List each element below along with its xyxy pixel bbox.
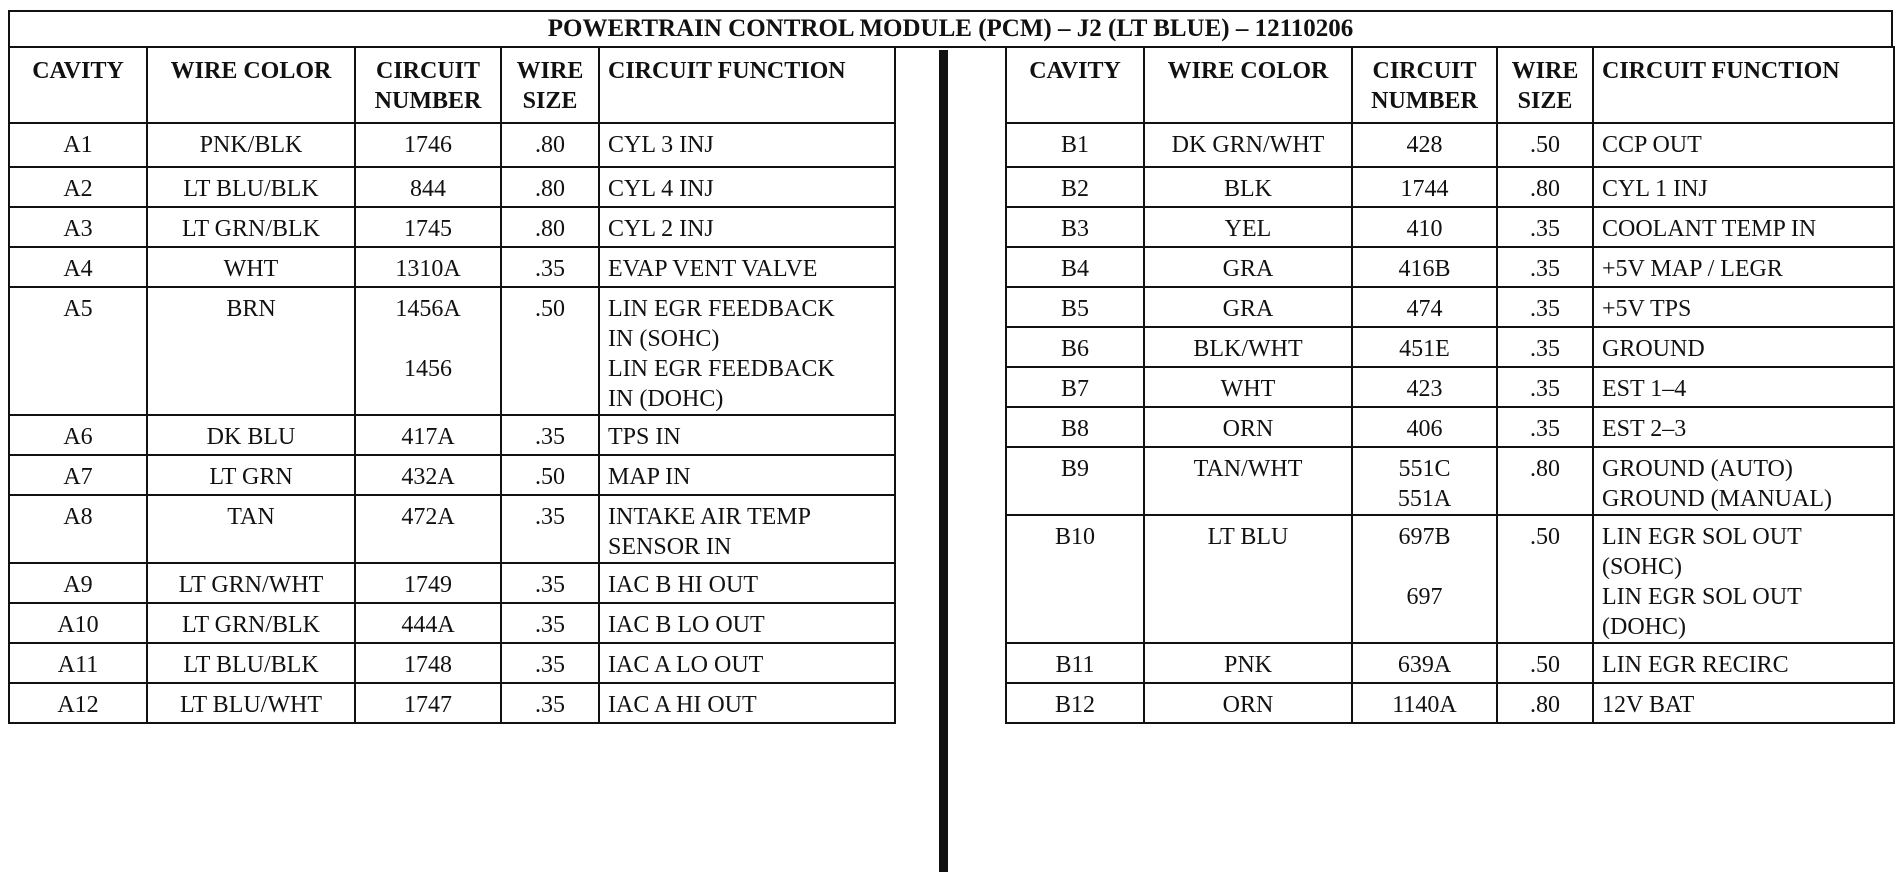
circuit-function-cell: +5V TPS bbox=[1593, 287, 1894, 327]
table-row bbox=[9, 603, 895, 643]
header-circuit-line2: NUMBER bbox=[1371, 88, 1478, 114]
circuit-function-cell: CYL 4 INJ bbox=[599, 167, 895, 207]
table-row bbox=[9, 207, 895, 247]
circuit-function-cell: EST 1–4 bbox=[1593, 367, 1894, 407]
table-row bbox=[1006, 447, 1894, 515]
table-row bbox=[1006, 247, 1894, 287]
header-size-line2: SIZE bbox=[522, 88, 578, 114]
cavity-cell: A5 bbox=[9, 287, 147, 415]
header-cavity: CAVITY bbox=[9, 47, 147, 123]
cavity-cell: B5 bbox=[1006, 287, 1144, 327]
circuit-function-line: IN (SOHC) bbox=[608, 326, 720, 352]
header-wire-color: WIRE COLOR bbox=[147, 47, 355, 123]
table-row bbox=[1006, 287, 1894, 327]
circuit-function-cell: IAC B HI OUT bbox=[599, 563, 895, 603]
table-header-row bbox=[1006, 47, 1894, 123]
table-row bbox=[1006, 367, 1894, 407]
circuit-function-line: LIN EGR SOL OUT bbox=[1602, 524, 1802, 550]
circuit-function-cell: EVAP VENT VALVE bbox=[599, 247, 895, 287]
wire-color-cell: PNK/BLK bbox=[147, 123, 355, 167]
table-row bbox=[1006, 123, 1894, 167]
wire-size-cell: .80 bbox=[1497, 447, 1593, 515]
circuit-number-cell: 444A bbox=[355, 603, 501, 643]
wire-color-cell: LT GRN/BLK bbox=[147, 207, 355, 247]
circuit-function-cell bbox=[1593, 515, 1894, 643]
cavity-cell: A6 bbox=[9, 415, 147, 455]
table-row bbox=[1006, 327, 1894, 367]
header-circuit-line2: NUMBER bbox=[374, 88, 482, 114]
header-circuit-number bbox=[355, 47, 501, 123]
circuit-function-cell: LIN EGR RECIRC bbox=[1593, 643, 1894, 683]
wire-color-cell: LT GRN/WHT bbox=[147, 563, 355, 603]
cavity-cell: B8 bbox=[1006, 407, 1144, 447]
circuit-function-cell: +5V MAP / LEGR bbox=[1593, 247, 1894, 287]
circuit-number-cell: 639A bbox=[1352, 643, 1497, 683]
circuit-number-cell: 410 bbox=[1352, 207, 1497, 247]
table-row bbox=[9, 167, 895, 207]
wire-color-cell: GRA bbox=[1144, 247, 1352, 287]
circuit-function-cell: IAC A HI OUT bbox=[599, 683, 895, 723]
circuit-function-cell: CYL 3 INJ bbox=[599, 123, 895, 167]
wire-size-cell: .35 bbox=[501, 643, 599, 683]
circuit-number-cell: 416B bbox=[1352, 247, 1497, 287]
header-circuit-function: CIRCUIT FUNCTION bbox=[599, 47, 895, 123]
circuit-number-cell: 406 bbox=[1352, 407, 1497, 447]
document-title: POWERTRAIN CONTROL MODULE (PCM) – J2 (LT BLUE) – 12110206 bbox=[8, 10, 1893, 48]
header-size-line2: SIZE bbox=[1517, 88, 1573, 114]
circuit-function-cell: IAC B LO OUT bbox=[599, 603, 895, 643]
cavity-cell: B3 bbox=[1006, 207, 1144, 247]
wire-size-cell: .35 bbox=[1497, 207, 1593, 247]
table-row bbox=[1006, 683, 1894, 723]
wire-size-cell: .50 bbox=[1497, 515, 1593, 643]
circuit-function-cell: EST 2–3 bbox=[1593, 407, 1894, 447]
circuit-function-line: IN (DOHC) bbox=[608, 386, 724, 412]
circuit-number-cell: 1749 bbox=[355, 563, 501, 603]
cavity-cell: A10 bbox=[9, 603, 147, 643]
header-wire-color: WIRE COLOR bbox=[1144, 47, 1352, 123]
table-row bbox=[9, 683, 895, 723]
wire-color-cell: WHT bbox=[147, 247, 355, 287]
cavity-cell: B4 bbox=[1006, 247, 1144, 287]
circuit-function-cell: GROUND bbox=[1593, 327, 1894, 367]
wire-size-cell: .35 bbox=[1497, 407, 1593, 447]
circuit-number-cell: 1748 bbox=[355, 643, 501, 683]
wire-size-cell: .35 bbox=[1497, 247, 1593, 287]
circuit-number-cell: 1140A bbox=[1352, 683, 1497, 723]
circuit-function-line: LIN EGR FEEDBACK bbox=[608, 356, 835, 382]
circuit-number-cell bbox=[1352, 447, 1497, 515]
wire-color-cell: GRA bbox=[1144, 287, 1352, 327]
wire-size-cell: .35 bbox=[501, 683, 599, 723]
wire-size-cell: .80 bbox=[501, 207, 599, 247]
wire-color-cell: DK GRN/WHT bbox=[1144, 123, 1352, 167]
wire-color-cell: BLK bbox=[1144, 167, 1352, 207]
wire-size-cell: .80 bbox=[501, 167, 599, 207]
circuit-number-cell: 423 bbox=[1352, 367, 1497, 407]
circuit-number-sohc: 697B bbox=[1398, 524, 1451, 550]
circuit-number-cell: 1310A bbox=[355, 247, 501, 287]
cavity-cell: B6 bbox=[1006, 327, 1144, 367]
wire-color-cell: LT BLU/WHT bbox=[147, 683, 355, 723]
circuit-function-line: INTAKE AIR TEMP bbox=[608, 504, 811, 530]
wire-color-cell: TAN/WHT bbox=[1144, 447, 1352, 515]
wire-color-cell: LT GRN/BLK bbox=[147, 603, 355, 643]
circuit-number-cell: 474 bbox=[1352, 287, 1497, 327]
header-circuit-function: CIRCUIT FUNCTION bbox=[1593, 47, 1894, 123]
circuit-number-manual: 551A bbox=[1397, 486, 1452, 512]
table-row bbox=[1006, 643, 1894, 683]
circuit-number-cell: 1746 bbox=[355, 123, 501, 167]
cavity-cell: A11 bbox=[9, 643, 147, 683]
wire-size-cell: .50 bbox=[1497, 123, 1593, 167]
circuit-number-auto: 551C bbox=[1398, 456, 1451, 482]
circuit-number-cell: 417A bbox=[355, 415, 501, 455]
column-divider bbox=[939, 50, 948, 872]
circuit-number-cell: 844 bbox=[355, 167, 501, 207]
cavity-cell: B9 bbox=[1006, 447, 1144, 515]
header-size-line1: WIRE bbox=[516, 58, 584, 84]
wire-size-cell: .80 bbox=[1497, 683, 1593, 723]
cavity-cell: B7 bbox=[1006, 367, 1144, 407]
circuit-function-line: LIN EGR FEEDBACK bbox=[608, 296, 835, 322]
circuit-function-line: LIN EGR SOL OUT bbox=[1602, 584, 1802, 610]
wire-size-cell: .50 bbox=[1497, 643, 1593, 683]
wire-color-cell: YEL bbox=[1144, 207, 1352, 247]
pinout-table-left bbox=[8, 46, 896, 724]
header-circuit-line1: CIRCUIT bbox=[375, 58, 480, 84]
circuit-number-dohc: 1456 bbox=[404, 356, 452, 382]
cavity-cell: A7 bbox=[9, 455, 147, 495]
cavity-cell: A1 bbox=[9, 123, 147, 167]
circuit-function-line: SENSOR IN bbox=[608, 534, 732, 560]
cavity-cell: B12 bbox=[1006, 683, 1144, 723]
circuit-number-cell: 451E bbox=[1352, 327, 1497, 367]
wire-size-cell: .50 bbox=[501, 455, 599, 495]
circuit-function-line: GROUND (AUTO) bbox=[1602, 456, 1793, 482]
header-wire-size bbox=[501, 47, 599, 123]
table-row bbox=[9, 415, 895, 455]
wire-size-cell: .35 bbox=[1497, 367, 1593, 407]
header-wire-size bbox=[1497, 47, 1593, 123]
circuit-number-cell: 472A bbox=[355, 495, 501, 563]
circuit-function-cell: CCP OUT bbox=[1593, 123, 1894, 167]
wire-size-cell: .80 bbox=[1497, 167, 1593, 207]
circuit-function-cell: IAC A LO OUT bbox=[599, 643, 895, 683]
table-row bbox=[9, 563, 895, 603]
wire-color-cell: TAN bbox=[147, 495, 355, 563]
circuit-function-cell: 12V BAT bbox=[1593, 683, 1894, 723]
wire-size-cell: .35 bbox=[501, 563, 599, 603]
wire-size-cell: .50 bbox=[501, 287, 599, 415]
circuit-number-cell: 1744 bbox=[1352, 167, 1497, 207]
table-row bbox=[1006, 207, 1894, 247]
circuit-function-cell: CYL 1 INJ bbox=[1593, 167, 1894, 207]
table-row bbox=[9, 643, 895, 683]
cavity-cell: A3 bbox=[9, 207, 147, 247]
circuit-number-cell: 428 bbox=[1352, 123, 1497, 167]
wire-color-cell: LT BLU bbox=[1144, 515, 1352, 643]
cavity-cell: A9 bbox=[9, 563, 147, 603]
table-row bbox=[9, 123, 895, 167]
wire-size-cell: .35 bbox=[501, 603, 599, 643]
circuit-function-cell: CYL 2 INJ bbox=[599, 207, 895, 247]
circuit-number-sohc: 1456A bbox=[395, 296, 461, 322]
wire-size-cell: .35 bbox=[501, 495, 599, 563]
wire-color-cell: ORN bbox=[1144, 683, 1352, 723]
circuit-number-cell: 432A bbox=[355, 455, 501, 495]
table-row bbox=[9, 495, 895, 563]
circuit-number-cell bbox=[1352, 515, 1497, 643]
header-size-line1: WIRE bbox=[1511, 58, 1579, 84]
cavity-cell: B1 bbox=[1006, 123, 1144, 167]
cavity-cell: A8 bbox=[9, 495, 147, 563]
circuit-function-line: GROUND (MANUAL) bbox=[1602, 486, 1832, 512]
wire-color-cell: BRN bbox=[147, 287, 355, 415]
table-row bbox=[1006, 167, 1894, 207]
wire-size-cell: .35 bbox=[501, 247, 599, 287]
table-row bbox=[1006, 515, 1894, 643]
cavity-cell: B11 bbox=[1006, 643, 1144, 683]
circuit-number-cell bbox=[355, 287, 501, 415]
circuit-function-cell: MAP IN bbox=[599, 455, 895, 495]
wire-color-cell: DK BLU bbox=[147, 415, 355, 455]
circuit-function-line: (DOHC) bbox=[1602, 614, 1686, 640]
wire-color-cell: ORN bbox=[1144, 407, 1352, 447]
cavity-cell: A4 bbox=[9, 247, 147, 287]
circuit-function-cell: COOLANT TEMP IN bbox=[1593, 207, 1894, 247]
header-cavity: CAVITY bbox=[1006, 47, 1144, 123]
table-header-row bbox=[9, 47, 895, 123]
wire-color-cell: PNK bbox=[1144, 643, 1352, 683]
cavity-cell: A12 bbox=[9, 683, 147, 723]
pinout-table-right bbox=[1005, 46, 1895, 724]
wire-color-cell: BLK/WHT bbox=[1144, 327, 1352, 367]
wire-color-cell: LT GRN bbox=[147, 455, 355, 495]
table-row bbox=[9, 287, 895, 415]
table-row bbox=[9, 247, 895, 287]
table-row bbox=[1006, 407, 1894, 447]
wire-color-cell: WHT bbox=[1144, 367, 1352, 407]
table-row bbox=[9, 455, 895, 495]
circuit-function-cell: TPS IN bbox=[599, 415, 895, 455]
wire-color-cell: LT BLU/BLK bbox=[147, 643, 355, 683]
circuit-function-cell bbox=[599, 495, 895, 563]
cavity-cell: B10 bbox=[1006, 515, 1144, 643]
wire-size-cell: .80 bbox=[501, 123, 599, 167]
wire-color-cell: LT BLU/BLK bbox=[147, 167, 355, 207]
circuit-number-cell: 1745 bbox=[355, 207, 501, 247]
circuit-number-dohc: 697 bbox=[1406, 584, 1443, 610]
wire-size-cell: .35 bbox=[501, 415, 599, 455]
header-circuit-number bbox=[1352, 47, 1497, 123]
circuit-number-cell: 1747 bbox=[355, 683, 501, 723]
wire-size-cell: .35 bbox=[1497, 327, 1593, 367]
cavity-cell: A2 bbox=[9, 167, 147, 207]
wire-size-cell: .35 bbox=[1497, 287, 1593, 327]
circuit-function-cell bbox=[1593, 447, 1894, 515]
header-circuit-line1: CIRCUIT bbox=[1372, 58, 1477, 84]
circuit-function-line: (SOHC) bbox=[1602, 554, 1683, 580]
circuit-function-cell bbox=[599, 287, 895, 415]
cavity-cell: B2 bbox=[1006, 167, 1144, 207]
